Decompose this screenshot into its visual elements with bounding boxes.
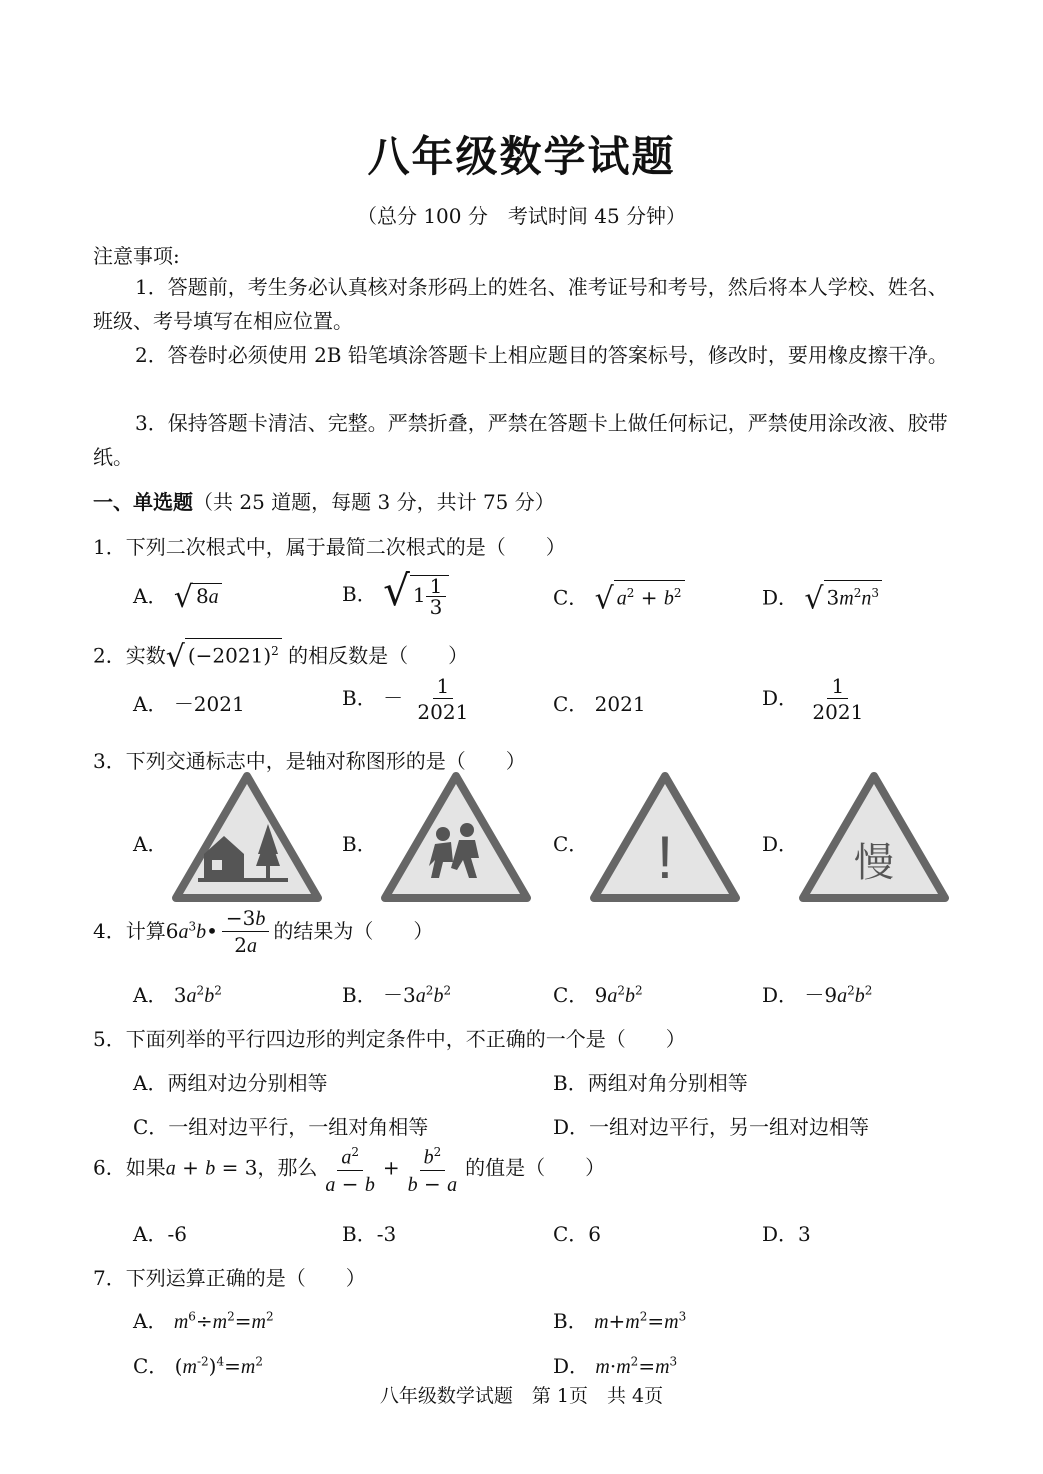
children-crossing-sign-icon (381, 770, 531, 904)
warning-sign-icon (590, 770, 740, 904)
q6-option-c: C．6 (553, 1222, 602, 1246)
q5-option-d: D．一组对边平行，另一组对边相等 (553, 1115, 870, 1139)
option-sign: － (383, 686, 404, 710)
q6-option-d: D．3 (762, 1222, 811, 1246)
q6-option-a: A．-6 (133, 1222, 187, 1246)
page-title: 八年级数学试题 (367, 132, 676, 181)
q4-option-b: B． $-3a^2b^2$ (342, 983, 452, 1007)
q4-suffix: 的结果为（ ） (273, 919, 434, 943)
slow-sign-icon (799, 770, 949, 904)
q2-option-a (133, 688, 245, 717)
option-label: D． (762, 983, 799, 1007)
option-value: －2021 (173, 692, 245, 716)
question-2-stem: 2．实数√ $(-2021)^2$ 的相反数是（ ） (93, 639, 469, 675)
question-1-stem: 1．下列二次根式中，属于最简二次根式的是（ ） (93, 535, 566, 559)
q5-option-a: A．两组对边分别相等 (133, 1071, 328, 1095)
fraction-numerator: 1 (827, 674, 848, 699)
q3-label-d: D． (762, 832, 799, 856)
option-label: A． (133, 1309, 168, 1333)
option-label: B． (342, 983, 377, 1007)
option-label: C． (553, 983, 589, 1007)
option-label: A． (133, 692, 168, 716)
option-label: C． (133, 1354, 169, 1378)
option-label: A． (133, 584, 168, 608)
q1-option-b: B． √ 1 $\frac{1}{3}$ (342, 566, 449, 617)
sign-text: 慢 (854, 840, 894, 886)
question-7-stem: 7．下列运算正确的是（ ） (93, 1266, 366, 1290)
option-label: A． (133, 983, 168, 1007)
q2-option-c (553, 688, 646, 717)
q4-option-d: D． $-9a^2b^2$ (762, 983, 873, 1007)
q4-option-c: C． $9a^2b^2$ (553, 983, 643, 1007)
option-label: B． (342, 686, 377, 710)
question-5-stem: 5．下面列举的平行四边形的判定条件中，不正确的一个是（ ） (93, 1027, 686, 1051)
q5-option-c: C．一组对边平行，一组对角相等 (133, 1115, 429, 1139)
option-label: D． (762, 686, 799, 710)
question-4-stem: 4．计算$6a^3b•$ $\frac{-3b}{2a}$ 的结果为（ ） (93, 906, 434, 957)
q6-mid: ，那么 (257, 1155, 318, 1180)
q6-option-b: B．-3 (342, 1222, 397, 1246)
q3-label-b: B． (342, 832, 377, 856)
q2-prefix: 2．实数 (93, 643, 166, 668)
q3-label-a: A． (133, 832, 168, 856)
section-heading (93, 486, 555, 515)
q7-option-c: C． $(m^{-2})^4=m^2$ (133, 1354, 263, 1378)
fraction-denominator: 2021 (812, 700, 864, 724)
q7-option-d: D． $m\cdot m^2=m^3$ (553, 1354, 678, 1378)
notes-heading: 注意事项: (93, 244, 180, 268)
q6-suffix: 的值是（ ） (465, 1155, 606, 1180)
option-label: D． (762, 585, 799, 610)
option-label: B． (553, 1309, 588, 1333)
q3-label-c: C． (553, 832, 589, 856)
q1-option-a: A． √ 8a (133, 580, 222, 615)
q7-option-a: A． $m^6\div m^2=m^2$ (133, 1309, 274, 1333)
village-sign-icon (172, 770, 322, 904)
section-info: （共 25 道题，每题 3 分，共计 75 分） (193, 490, 555, 514)
q4-prefix: 4．计算 (93, 919, 166, 943)
exam-info: （总分 100 分 考试时间 45 分钟） (356, 204, 687, 228)
note-2: 2．答卷时必须使用 2B 铅笔填涂答题卡上相应题目的答案标号，修改时，要用橡皮擦干净。 (135, 343, 948, 367)
option-label: C． (553, 692, 589, 716)
fraction-denominator: 2021 (417, 700, 469, 724)
q4-option-a: A． $3a^2b^2$ (133, 983, 222, 1007)
note-3: 3．保持答题卡清洁、完整。严禁折叠，严禁在答题卡上做任何标记，严禁使用涂改液、胶带纸。 (93, 411, 948, 469)
section-title: 一、单选题 (93, 490, 193, 514)
question-6-stem: 6．如果a + b = 3，那么 $\frac{a^2}{a - b}$ + $\frac{b^2}{b - a}$ 的值是（ ） (93, 1140, 605, 1198)
option-value: 2021 (594, 692, 646, 716)
option-label: C． (553, 585, 589, 610)
q2-suffix: 的相反数是（ ） (288, 643, 469, 668)
q6-prefix: 6．如果 (93, 1155, 166, 1180)
question-3-stem: 3．下列交通标志中，是轴对称图形的是（ ） (93, 749, 526, 773)
fraction-numerator: 1 (433, 674, 454, 699)
q2-option-b (342, 674, 476, 725)
option-label: D． (553, 1354, 590, 1378)
q5-option-b: B．两组对角分别相等 (553, 1071, 748, 1095)
option-label: B． (342, 582, 377, 606)
page-footer: 八年级数学试题 第 1页 共 4页 (379, 1385, 664, 1407)
q2-option-d (762, 674, 871, 725)
q7-option-b: B． $m+m^2=m^3$ (553, 1309, 687, 1333)
sign-text: ! (656, 824, 674, 891)
q1-option-d: D． √ $3m^2n^3$ (762, 580, 882, 617)
note-1: 1．答题前，考生务必认真核对条形码上的姓名、准考证号和考号，然后将本人学校、姓名、班级、考号填写在相应位置。 (93, 275, 948, 333)
q1-option-c: C． √ $a^2 + b^2$ (553, 580, 685, 617)
